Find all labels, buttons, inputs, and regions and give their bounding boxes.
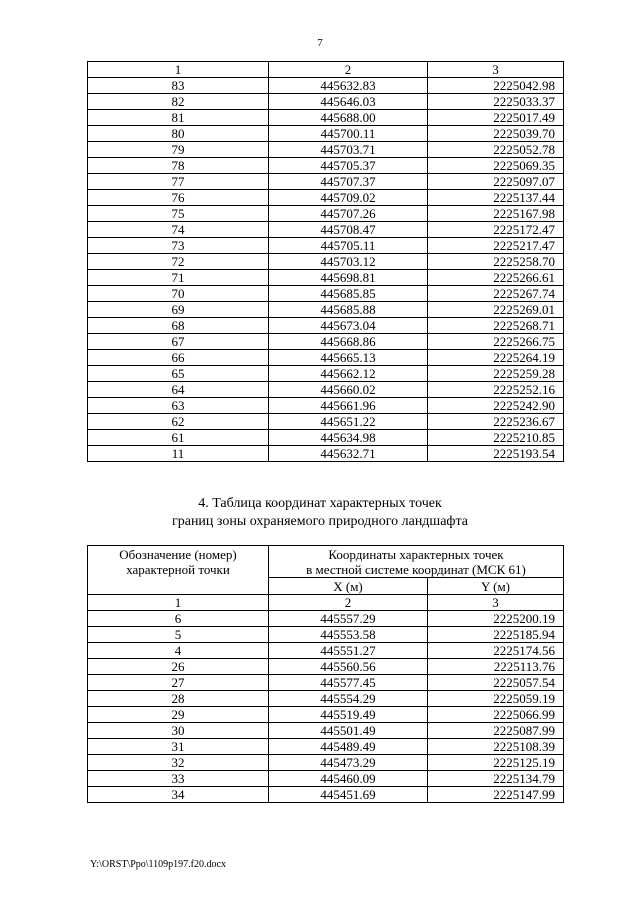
point-number-cell: 66 [88, 350, 269, 366]
x-coordinate-cell: 445554.29 [269, 691, 428, 707]
table-row [88, 222, 564, 238]
point-number-header [88, 546, 269, 595]
table-row [88, 350, 564, 366]
y-header: Y (м) [428, 578, 564, 595]
x-coordinate-cell: 445709.02 [269, 190, 428, 206]
table-row [88, 206, 564, 222]
table-row [88, 739, 564, 755]
table-header-row [88, 62, 564, 78]
x-coordinate-cell: 445634.98 [269, 430, 428, 446]
point-number-cell: 64 [88, 382, 269, 398]
x-coordinate-cell: 445707.26 [269, 206, 428, 222]
point-number-cell: 67 [88, 334, 269, 350]
y-coordinate-cell: 2225052.78 [428, 142, 564, 158]
y-coordinate-cell: 2225039.70 [428, 126, 564, 142]
y-coordinate-cell: 2225267.74 [428, 286, 564, 302]
x-coordinate-cell: 445460.09 [269, 771, 428, 787]
y-coordinate-cell: 2225242.90 [428, 398, 564, 414]
x-coordinate-cell: 445688.00 [269, 110, 428, 126]
y-coordinate-cell: 2225059.19 [428, 691, 564, 707]
y-coordinate-cell: 2225147.99 [428, 787, 564, 803]
point-number-cell: 26 [88, 659, 269, 675]
point-number-cell: 78 [88, 158, 269, 174]
y-coordinate-cell: 2225258.70 [428, 254, 564, 270]
point-number-cell: 1 [88, 62, 269, 78]
x-coordinate-cell: 445661.96 [269, 398, 428, 414]
table-row [88, 643, 564, 659]
table-row [88, 659, 564, 675]
x-coordinate-cell: 2 [269, 62, 428, 78]
point-number-cell: 80 [88, 126, 269, 142]
y-coordinate-cell: 2225252.16 [428, 382, 564, 398]
table-row [88, 126, 564, 142]
x-coordinate-cell: 445700.11 [269, 126, 428, 142]
table-row [88, 158, 564, 174]
y-coordinate-cell: 2225069.35 [428, 158, 564, 174]
point-number-cell: 76 [88, 190, 269, 206]
x-coordinate-cell: 445557.29 [269, 611, 428, 627]
point-number-cell: 30 [88, 723, 269, 739]
table-row [88, 254, 564, 270]
table-row [88, 787, 564, 803]
table-row [88, 430, 564, 446]
table-row [88, 142, 564, 158]
x-coordinate-cell: 445519.49 [269, 707, 428, 723]
y-coordinate-cell: 2225236.67 [428, 414, 564, 430]
point-number-cell: 74 [88, 222, 269, 238]
table-row [88, 302, 564, 318]
table-row [88, 446, 564, 462]
table-row [88, 707, 564, 723]
x-coordinate-cell: 445553.58 [269, 627, 428, 643]
page-number: 7 [317, 37, 323, 49]
y-coordinate-cell: 2225108.39 [428, 739, 564, 755]
x-coordinate-cell: 445489.49 [269, 739, 428, 755]
column-index-3: 3 [428, 595, 564, 611]
x-coordinate-cell: 445668.86 [269, 334, 428, 350]
coordinates-header-line-2: в местной системе координат (МСК 61) [306, 562, 526, 577]
point-number-cell: 71 [88, 270, 269, 286]
table-row [88, 190, 564, 206]
x-coordinate-cell: 445473.29 [269, 755, 428, 771]
table-row [88, 382, 564, 398]
x-coordinate-cell: 445651.22 [269, 414, 428, 430]
point-number-header-line-2: характерной точки [126, 562, 230, 577]
x-coordinate-cell: 445560.56 [269, 659, 428, 675]
point-number-cell: 79 [88, 142, 269, 158]
x-coordinate-cell: 445707.37 [269, 174, 428, 190]
point-number-cell: 63 [88, 398, 269, 414]
point-number-cell: 73 [88, 238, 269, 254]
y-coordinate-cell: 2225113.76 [428, 659, 564, 675]
point-number-cell: 83 [88, 78, 269, 94]
x-coordinate-cell: 445665.13 [269, 350, 428, 366]
table-row [88, 675, 564, 691]
table-header-row [88, 546, 564, 578]
table-row [88, 414, 564, 430]
table-row [88, 366, 564, 382]
x-coordinate-cell: 445551.27 [269, 643, 428, 659]
x-coordinate-cell: 445662.12 [269, 366, 428, 382]
y-coordinate-cell: 2225172.47 [428, 222, 564, 238]
landscape-zone-coordinates-table [87, 545, 564, 803]
section-title-line-2: границ зоны охраняемого природного ландшафта [171, 514, 469, 529]
point-number-cell: 34 [88, 787, 269, 803]
y-coordinate-cell: 2225193.54 [428, 446, 564, 462]
coordinates-header [269, 546, 564, 578]
x-coordinate-cell: 445708.47 [269, 222, 428, 238]
y-coordinate-cell: 2225266.75 [428, 334, 564, 350]
x-coordinate-cell: 445501.49 [269, 723, 428, 739]
y-coordinate-cell: 2225210.85 [428, 430, 564, 446]
table-row [88, 270, 564, 286]
coordinates-header-line-1: Координаты характерных точек [328, 547, 504, 562]
section-title-line-1: 4. Таблица координат характерных точек [198, 496, 442, 511]
table-row [88, 174, 564, 190]
table-row [88, 611, 564, 627]
x-coordinate-cell: 445705.37 [269, 158, 428, 174]
point-number-cell: 75 [88, 206, 269, 222]
table-row [88, 755, 564, 771]
point-number-cell: 62 [88, 414, 269, 430]
table-row [88, 627, 564, 643]
point-number-cell: 70 [88, 286, 269, 302]
y-coordinate-cell: 2225125.19 [428, 755, 564, 771]
y-coordinate-cell: 2225066.99 [428, 707, 564, 723]
x-header: X (м) [269, 578, 428, 595]
y-coordinate-cell: 3 [428, 62, 564, 78]
y-coordinate-cell: 2225017.49 [428, 110, 564, 126]
y-coordinate-cell: 2225057.54 [428, 675, 564, 691]
column-index-row [88, 595, 564, 611]
x-coordinate-cell: 445705.11 [269, 238, 428, 254]
table-row [88, 723, 564, 739]
point-number-header-line-1: Обозначение (номер) [119, 547, 237, 562]
x-coordinate-cell: 445673.04 [269, 318, 428, 334]
point-number-cell: 28 [88, 691, 269, 707]
point-number-cell: 61 [88, 430, 269, 446]
coordinates-table-continued [87, 61, 564, 462]
table-row [88, 398, 564, 414]
y-coordinate-cell: 2225033.37 [428, 94, 564, 110]
point-number-cell: 6 [88, 611, 269, 627]
x-coordinate-cell: 445703.71 [269, 142, 428, 158]
x-coordinate-cell: 445698.81 [269, 270, 428, 286]
y-coordinate-cell: 2225266.61 [428, 270, 564, 286]
y-coordinate-cell: 2225137.44 [428, 190, 564, 206]
y-coordinate-cell: 2225097.07 [428, 174, 564, 190]
x-coordinate-cell: 445577.45 [269, 675, 428, 691]
y-coordinate-cell: 2225268.71 [428, 318, 564, 334]
point-number-cell: 11 [88, 446, 269, 462]
table-row [88, 334, 564, 350]
y-coordinate-cell: 2225087.99 [428, 723, 564, 739]
y-coordinate-cell: 2225167.98 [428, 206, 564, 222]
point-number-cell: 27 [88, 675, 269, 691]
point-number-cell: 65 [88, 366, 269, 382]
y-coordinate-cell: 2225217.47 [428, 238, 564, 254]
y-coordinate-cell: 2225269.01 [428, 302, 564, 318]
x-coordinate-cell: 445451.69 [269, 787, 428, 803]
table-row [88, 318, 564, 334]
point-number-cell: 5 [88, 627, 269, 643]
x-coordinate-cell: 445685.85 [269, 286, 428, 302]
column-index-2: 2 [269, 595, 428, 611]
y-coordinate-cell: 2225134.79 [428, 771, 564, 787]
table-row [88, 94, 564, 110]
table-row [88, 78, 564, 94]
y-coordinate-cell: 2225264.19 [428, 350, 564, 366]
x-coordinate-cell: 445646.03 [269, 94, 428, 110]
point-number-cell: 81 [88, 110, 269, 126]
point-number-cell: 4 [88, 643, 269, 659]
table-row [88, 771, 564, 787]
point-number-cell: 31 [88, 739, 269, 755]
point-number-cell: 32 [88, 755, 269, 771]
point-number-cell: 72 [88, 254, 269, 270]
table-row [88, 286, 564, 302]
x-coordinate-cell: 445632.71 [269, 446, 428, 462]
table-row [88, 238, 564, 254]
x-coordinate-cell: 445632.83 [269, 78, 428, 94]
point-number-cell: 68 [88, 318, 269, 334]
file-path-footer: Y:\ORST\Ppo\1109p197.f20.docx [90, 859, 226, 870]
point-number-cell: 33 [88, 771, 269, 787]
y-coordinate-cell: 2225259.28 [428, 366, 564, 382]
section-title [0, 495, 640, 531]
y-coordinate-cell: 2225042.98 [428, 78, 564, 94]
y-coordinate-cell: 2225185.94 [428, 627, 564, 643]
column-index-1: 1 [88, 595, 269, 611]
x-coordinate-cell: 445685.88 [269, 302, 428, 318]
point-number-cell: 82 [88, 94, 269, 110]
x-coordinate-cell: 445660.02 [269, 382, 428, 398]
point-number-cell: 29 [88, 707, 269, 723]
table-row [88, 691, 564, 707]
x-coordinate-cell: 445703.12 [269, 254, 428, 270]
table-row [88, 110, 564, 126]
point-number-cell: 77 [88, 174, 269, 190]
point-number-cell: 69 [88, 302, 269, 318]
y-coordinate-cell: 2225200.19 [428, 611, 564, 627]
y-coordinate-cell: 2225174.56 [428, 643, 564, 659]
